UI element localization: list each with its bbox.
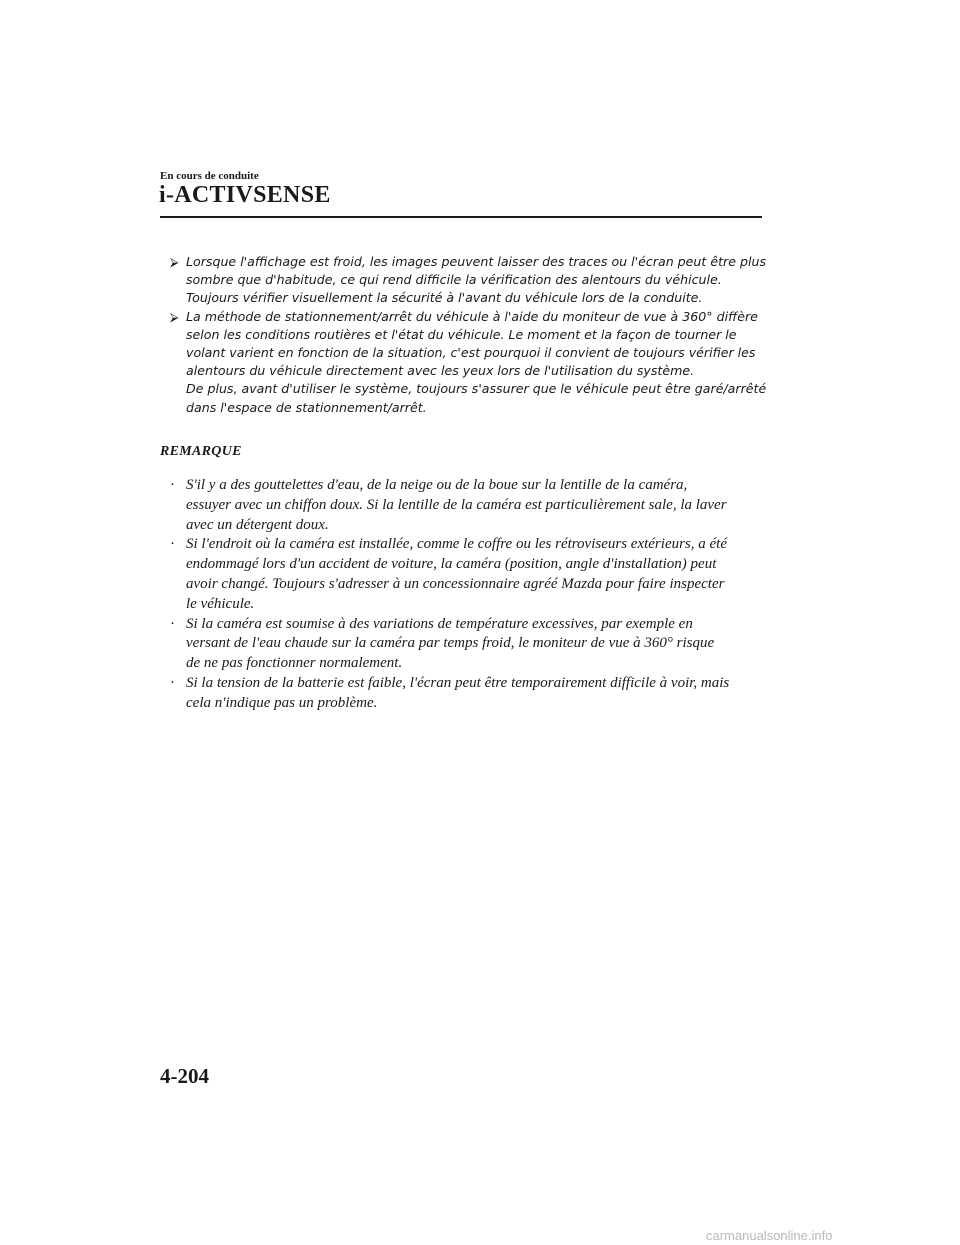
warning-item bbox=[170, 253, 767, 308]
title-rule bbox=[160, 216, 762, 218]
warning-line: volant varient en fonction de la situation, c'est pourquoi il convient de toujours vérifier les bbox=[186, 345, 756, 361]
dot-bullet-icon: · bbox=[170, 674, 175, 691]
dot-bullet-icon: · bbox=[170, 477, 175, 493]
remarque-line: Si la caméra est soumise à des variations de température excessives, par exemple en bbox=[186, 615, 693, 632]
remarque-label: REMARQUE bbox=[160, 444, 242, 459]
warning-item bbox=[170, 308, 767, 417]
warning-line: Lorsque l'affichage est froid, les images peuvent laisser des traces ou l'écran peut être plus bbox=[186, 254, 767, 269]
remarque-line: essuyer avec un chiffon doux. Si la lentille de la caméra est particulièrement sale, la laver bbox=[186, 496, 727, 513]
remarque-line: avec un détergent doux. bbox=[186, 516, 329, 533]
remarque-line: cela n'indique pas un problème. bbox=[186, 694, 378, 711]
remarque-item bbox=[170, 535, 762, 614]
remarque-line: Si la tension de la batterie est faible, l'écran peut être temporairement difficile à voir, mais bbox=[186, 674, 730, 691]
arrow-bullet-icon: ⮚ bbox=[170, 309, 179, 324]
warning-line: Toujours vérifier visuellement la sécurité à l'avant du véhicule lors de la conduite. bbox=[186, 290, 703, 306]
watermark: carmanualsonline.info bbox=[706, 1228, 833, 1243]
remarque-line: avoir changé. Toujours s'adresser à un concessionnaire agréé Mazda pour faire inspecter bbox=[186, 575, 725, 592]
arrow-bullet-icon: ⮚ bbox=[170, 255, 179, 269]
remarque-line: S'il y a des gouttelettes d'eau, de la neige ou de la boue sur la lentille de la caméra, bbox=[186, 477, 688, 493]
warning-line: selon les conditions routières et l'état du véhicule. Le moment et la façon de tourner le bbox=[186, 326, 737, 342]
remarque-line: endommagé lors d'un accident de voiture, la caméra (position, angle d'installation) peut bbox=[186, 556, 717, 573]
warning-line: sombre que d'habitude, ce qui rend difficile la vérification des alentours du véhicule. bbox=[186, 272, 722, 288]
dot-bullet-icon: · bbox=[170, 536, 175, 553]
remarque-line: Si l'endroit où la caméra est installée, comme le coffre ou les rétroviseurs extérieurs, a été bbox=[186, 536, 728, 553]
remarque-list bbox=[170, 476, 762, 714]
warning-line: alentours du véhicule directement avec les yeux lors de l'utilisation du système. bbox=[186, 363, 695, 379]
page-title: i-ACTIVSENSE bbox=[159, 182, 331, 208]
warning-line: De plus, avant d'utiliser le système, toujours s'assurer que le véhicule peut être garé/arrêté bbox=[186, 381, 767, 397]
remarque-line: de ne pas fonctionner normalement. bbox=[186, 655, 403, 672]
remarque-item bbox=[170, 476, 762, 535]
remarque-item bbox=[170, 674, 762, 714]
remarque-line: le véhicule. bbox=[186, 595, 255, 612]
remarque-line: versant de l'eau chaude sur la caméra par temps froid, le moniteur de vue à 360° risque bbox=[186, 635, 715, 652]
dot-bullet-icon: · bbox=[170, 615, 175, 632]
warning-line: dans l'espace de stationnement/arrêt. bbox=[186, 399, 427, 415]
warning-list bbox=[170, 253, 767, 417]
remarque-item bbox=[170, 615, 762, 674]
section-label: En cours de conduite bbox=[160, 170, 259, 182]
page-number: 4-204 bbox=[160, 1064, 209, 1088]
warning-line: La méthode de stationnement/arrêt du véhicule à l'aide du moniteur de vue à 360° diffère bbox=[186, 308, 758, 324]
